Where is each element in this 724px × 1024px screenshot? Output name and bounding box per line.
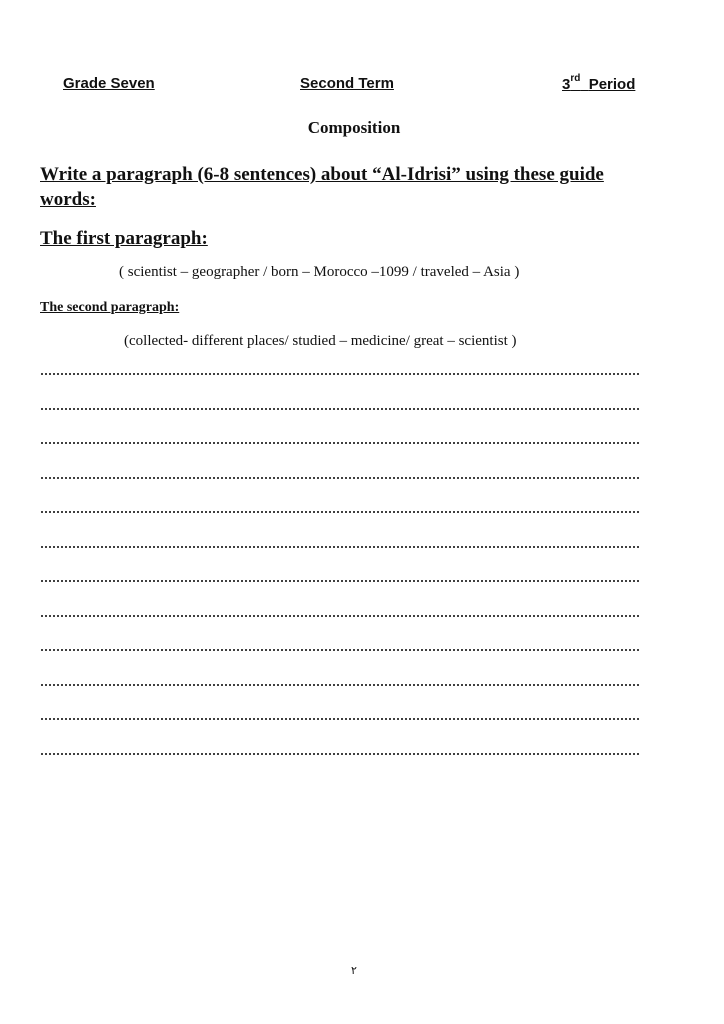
dotted-rule xyxy=(40,372,640,376)
header-row xyxy=(0,75,724,99)
dotted-rule xyxy=(40,579,640,583)
dotted-rule xyxy=(40,614,640,618)
writing-line[interactable] xyxy=(40,614,640,649)
page-title xyxy=(0,118,708,138)
dotted-rule xyxy=(40,648,640,652)
writing-line[interactable] xyxy=(40,579,640,614)
dotted-rule xyxy=(40,476,640,480)
period-suffix: rd xyxy=(570,73,581,84)
writing-line[interactable] xyxy=(40,407,640,442)
term-label: Second Term xyxy=(300,75,394,92)
writing-line[interactable] xyxy=(40,648,640,683)
page-title-text: Composition xyxy=(307,118,401,137)
grade-label: Grade Seven xyxy=(63,75,155,92)
page-number: ٢ xyxy=(351,964,357,977)
dotted-rule xyxy=(40,407,640,411)
dotted-rule xyxy=(40,441,640,445)
dotted-rule xyxy=(40,545,640,549)
dotted-rule xyxy=(40,717,640,721)
dotted-rule xyxy=(40,752,640,756)
dotted-rule xyxy=(40,683,640,687)
second-paragraph-guide-words: (collected- different places/ studied – medicine/ great – scientist ) xyxy=(124,333,517,349)
first-paragraph-heading: The first paragraph: xyxy=(40,228,208,249)
first-paragraph-guide-words: ( scientist – geographer / born – Morocco –1099 / traveled – Asia ) xyxy=(119,264,520,280)
writing-line[interactable] xyxy=(40,441,640,476)
second-paragraph-heading: The second paragraph: xyxy=(40,300,180,315)
dotted-rule xyxy=(40,510,640,514)
writing-line[interactable] xyxy=(40,476,640,511)
writing-line[interactable] xyxy=(40,752,640,787)
writing-line[interactable] xyxy=(40,372,640,407)
writing-line[interactable] xyxy=(40,717,640,752)
writing-line[interactable] xyxy=(40,510,640,545)
writing-line[interactable] xyxy=(40,545,640,580)
writing-area[interactable] xyxy=(40,372,640,786)
period-word: Period xyxy=(588,76,636,93)
writing-line[interactable] xyxy=(40,683,640,718)
instruction-text: Write a paragraph (6-8 sentences) about “Al-Idrisi” using these guide words: xyxy=(40,164,604,210)
period-label xyxy=(562,75,635,93)
period-number: 3 xyxy=(562,76,571,93)
